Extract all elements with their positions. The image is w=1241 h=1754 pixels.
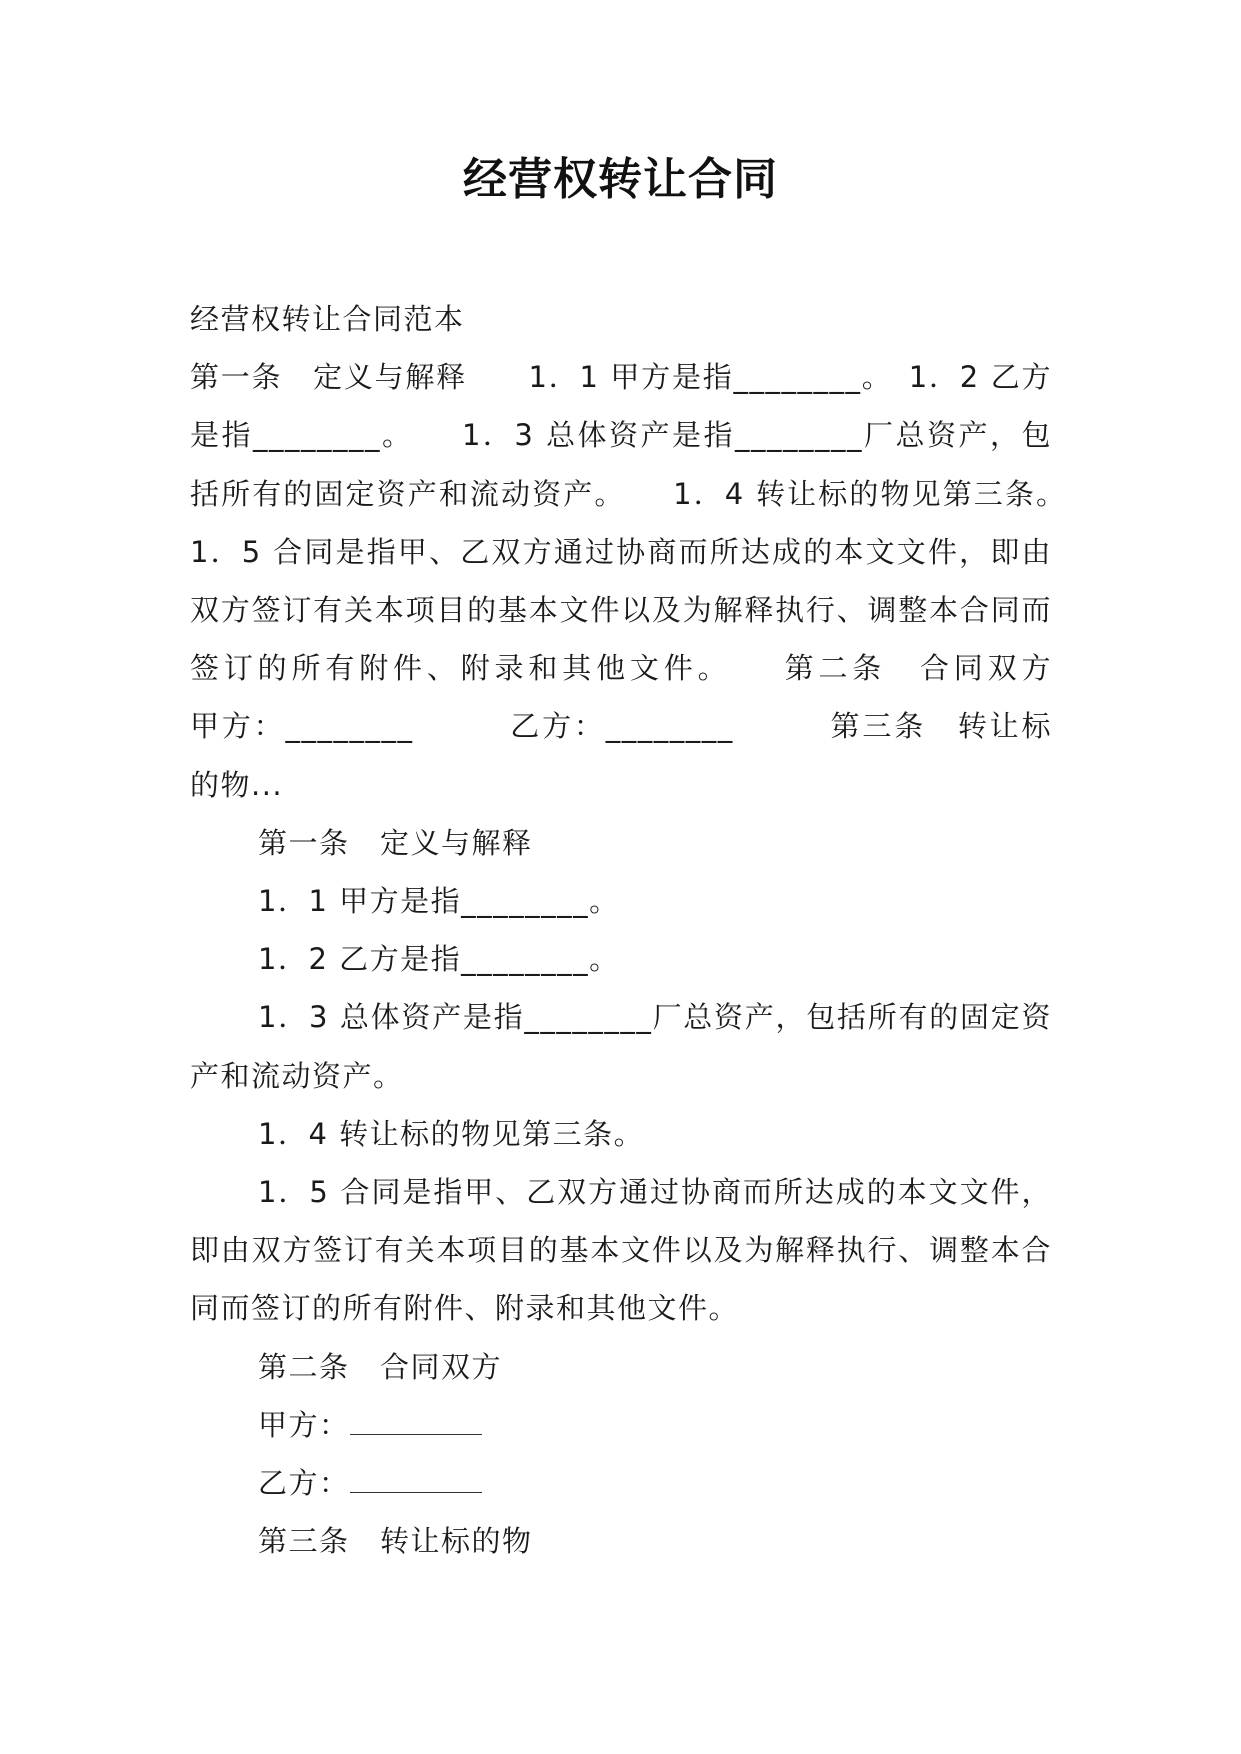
party-a-label: 甲方： — [258, 1407, 350, 1442]
article-1-heading: 第一条 定义与解释 — [258, 825, 533, 860]
article-2-heading: 第二条 合同双方 — [258, 1349, 503, 1384]
clause-1-2: 1．2 乙方是指________。 — [258, 942, 620, 977]
document-title: 经营权转让合同 — [463, 154, 778, 205]
clause-1-1: 1．1 甲方是指________。 — [258, 884, 620, 919]
clause-1-3: 1．3 总体资产是指________厂总资产，包括所有的固定资产和流动资产。 — [190, 1000, 1052, 1093]
party-b-line — [190, 1454, 1052, 1512]
document-body — [190, 290, 1114, 1570]
clause-1-5: 1．5 合同是指甲、乙双方通过协商而所达成的本文文件，即由双方签订有关本项目的基本文件以及为解释执行、调整本合同而签订的所有附件、附录和其他文件。 — [190, 1175, 1052, 1326]
party-b-label: 乙方： — [258, 1466, 350, 1501]
article-3-heading: 第三条 转让标的物 — [258, 1524, 533, 1559]
party-a-line — [190, 1396, 1052, 1454]
party-a-blank — [350, 1412, 482, 1435]
clause-1-4: 1．4 转让标的物见第三条。 — [258, 1116, 645, 1151]
summary-heading: 经营权转让合同范本 — [190, 302, 465, 336]
party-b-blank — [350, 1470, 482, 1493]
summary-paragraph: 第一条 定义与解释 1．1 甲方是指________。 1．2 乙方是指________。 1．3 总体资产是指________厂总资产，包括所有的固定资产和流动资产。 1．4 转让标的物见第三条。 1．5 合同是指甲、乙双方通过协商而所达成的本文文件，即由双方签订有关本项目的基本文件以及为解释执行、调整本合同而签订的所有附件、附录和其他文件。 第二条 合同双方 甲方：________ 乙方：________ 第三条 转让标的物... — [190, 360, 1114, 802]
